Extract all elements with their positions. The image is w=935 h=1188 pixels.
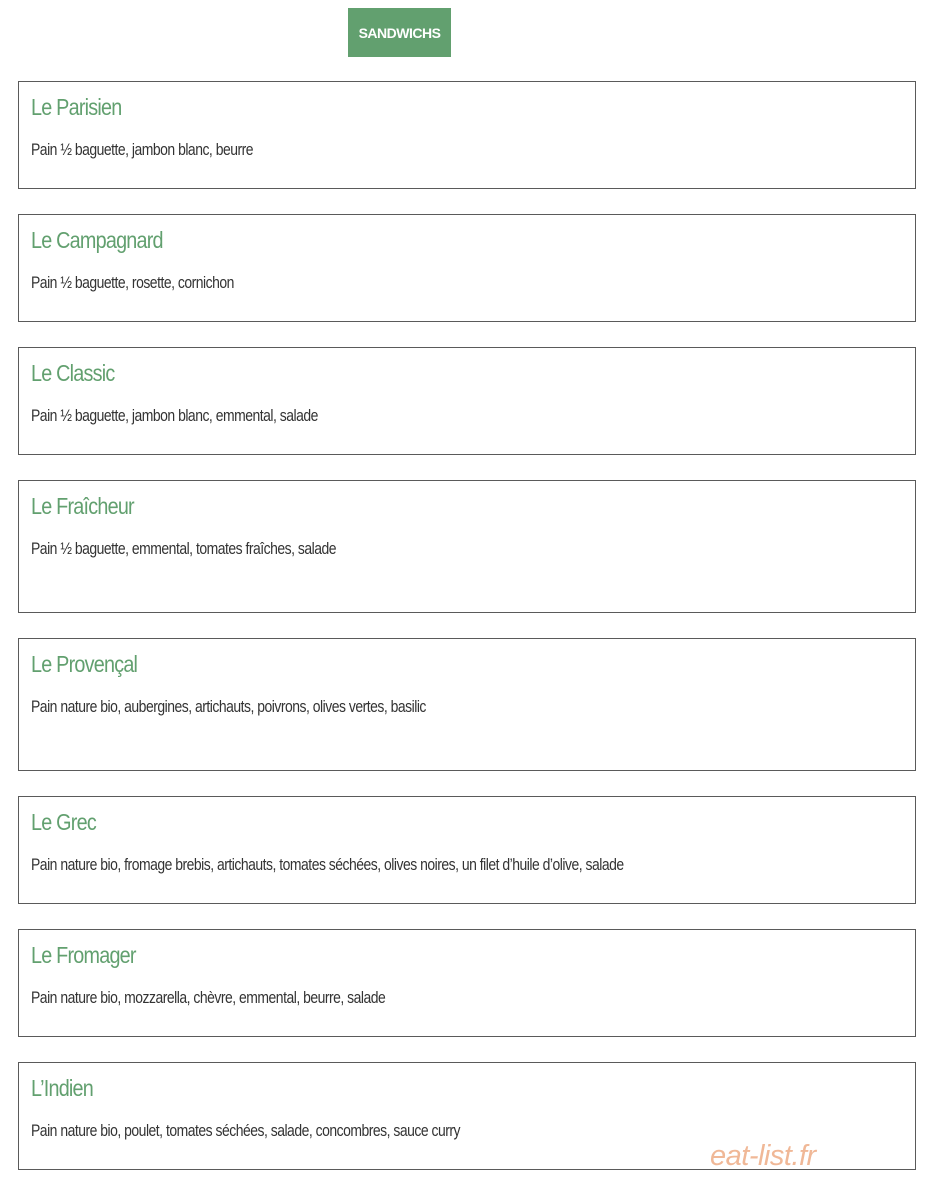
menu-item-name: Le Fraîcheur — [31, 493, 134, 519]
menu-item-name: Le Grec — [31, 809, 96, 835]
menu-item-description: Pain ½ baguette, jambon blanc, beurre — [31, 140, 254, 159]
menu-item-card — [18, 81, 916, 189]
menu-item-description: Pain ½ baguette, rosette, cornichon — [31, 273, 234, 292]
menu-item-card — [18, 929, 916, 1037]
menu-item-description: Pain ½ baguette, jambon blanc, emmental, salade — [31, 406, 318, 425]
menu-item-name: Le Fromager — [31, 942, 136, 968]
menu-item-card — [18, 347, 916, 455]
menu-item-name: Le Provençal — [31, 651, 138, 677]
watermark: eat-list.fr — [710, 1140, 816, 1172]
menu-item-name: L’Indien — [31, 1075, 94, 1101]
menu-item-description: Pain nature bio, fromage brebis, artichauts, tomates séchées, olives noires, un filet d’huile d’olive, salade — [31, 855, 624, 874]
menu-item-name: Le Campagnard — [31, 227, 163, 253]
menu-item-card — [18, 796, 916, 904]
menu-item-description: Pain nature bio, aubergines, artichauts, poivrons, olives vertes, basilic — [31, 697, 426, 716]
menu-item-card — [18, 638, 916, 771]
menu-item-name: Le Parisien — [31, 94, 122, 120]
tab-sandwichs[interactable]: SANDWICHS — [348, 8, 451, 57]
menu-item-card — [18, 214, 916, 322]
menu-item-card — [18, 480, 916, 613]
menu-item-description: Pain nature bio, mozzarella, chèvre, emmental, beurre, salade — [31, 988, 386, 1007]
menu-item-description: Pain ½ baguette, emmental, tomates fraîches, salade — [31, 539, 337, 558]
menu-item-name: Le Classic — [31, 360, 115, 386]
menu-item-description: Pain nature bio, poulet, tomates séchées, salade, concombres, sauce curry — [31, 1121, 461, 1140]
